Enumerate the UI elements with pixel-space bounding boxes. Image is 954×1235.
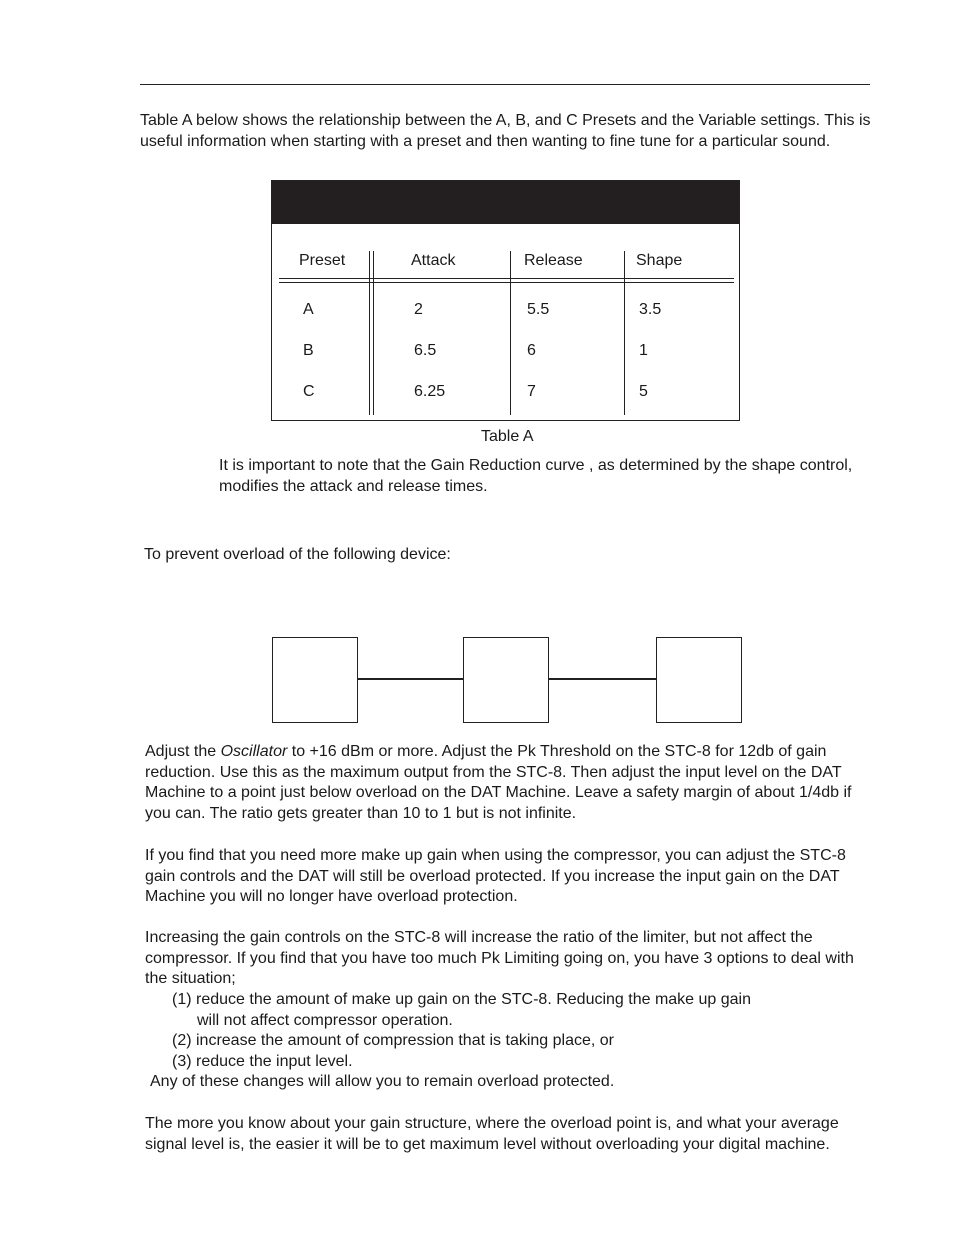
table-cell: 2 (414, 301, 423, 318)
makeup-paragraph: If you find that you need more make up gain when using the compressor, you can adjust the STC-8 gain controls and the DAT will still be overload protected. If you increase the input gain on the DAT Machine you will no longer have overload protection. (145, 847, 846, 906)
table-divider-2 (510, 251, 511, 415)
table-header-release: Release (524, 252, 583, 269)
table-title-bar (272, 181, 739, 224)
diagram-box-oscillator (272, 637, 358, 723)
preset-table (271, 180, 740, 421)
table-header-attack: Attack (411, 252, 456, 269)
table-header-shape: Shape (636, 252, 683, 269)
option-3: (3) reduce the input level. (172, 1053, 353, 1070)
table-cell: C (303, 383, 315, 400)
any-paragraph: Any of these changes will allow you to remain overload protected. (150, 1073, 615, 1090)
top-rule (140, 84, 870, 85)
table-divider-1a (369, 251, 370, 415)
diagram-connector-1 (358, 678, 463, 680)
note-paragraph: It is important to note that the Gain Reduction curve , as determined by the shape control, modifies the attack and release times. (219, 457, 853, 495)
diagram-box-stc8 (463, 637, 549, 723)
table-cell: 6 (527, 342, 536, 359)
table-divider-1b (373, 251, 374, 415)
table-divider-3 (624, 251, 625, 415)
table-cell: 7 (527, 383, 536, 400)
adjust-pre: Adjust the (145, 743, 221, 760)
diagram-box-dat (656, 637, 742, 723)
header-rule-top (279, 278, 734, 279)
header-rule-bottom (279, 282, 734, 283)
gain-paragraph: Increasing the gain controls on the STC-8 will increase the ratio of the limiter, but not affect the compressor. If you find that you have too much Pk Limiting going on, you have 3 options to deal with the situation; (145, 929, 854, 988)
table-cell: 5.5 (527, 301, 550, 318)
adjust-paragraph (145, 742, 875, 824)
oscillator-term: Oscillator (220, 743, 288, 760)
table-caption: Table A (481, 428, 534, 445)
adjust-post: to +16 dBm or more. Adjust the Pk Threshold on the STC-8 for 12db of gain reduction. Use this as the maximum output from the STC-8. Then adjust the input level on the DAT Machine to a point just below overload on the DAT Machine. Leave a safety margin of about 1/4db if you can. The ratio gets greater than 10 to 1 but is not infinite. (145, 743, 852, 822)
option-2: (2) increase the amount of compression that is taking place, or (172, 1032, 614, 1049)
intro-paragraph: Table A below shows the relationship between the A, B, and C Presets and the Variable settings. This is useful information when starting with a preset and then wanting to fine tune for a particular sound. (140, 112, 871, 150)
closing-paragraph: The more you know about your gain structure, where the overload point is, and what your average signal level is, the easier it will be to get maximum level without overloading your digital machine. (145, 1115, 839, 1153)
diagram-connector-2 (549, 678, 656, 680)
table-cell: 6.25 (414, 383, 446, 400)
table-cell: 3.5 (639, 301, 662, 318)
table-cell: B (303, 342, 314, 359)
table-cell: 1 (639, 342, 648, 359)
option-1: (1) reduce the amount of make up gain on the STC-8. Reducing the make up gain (172, 991, 752, 1008)
option-1-continued: will not affect compressor operation. (197, 1012, 453, 1029)
table-cell: A (303, 301, 314, 318)
table-header-preset: Preset (299, 252, 346, 269)
table-cell: 5 (639, 383, 648, 400)
table-cell: 6.5 (414, 342, 437, 359)
prevent-paragraph: To prevent overload of the following device: (144, 546, 451, 563)
